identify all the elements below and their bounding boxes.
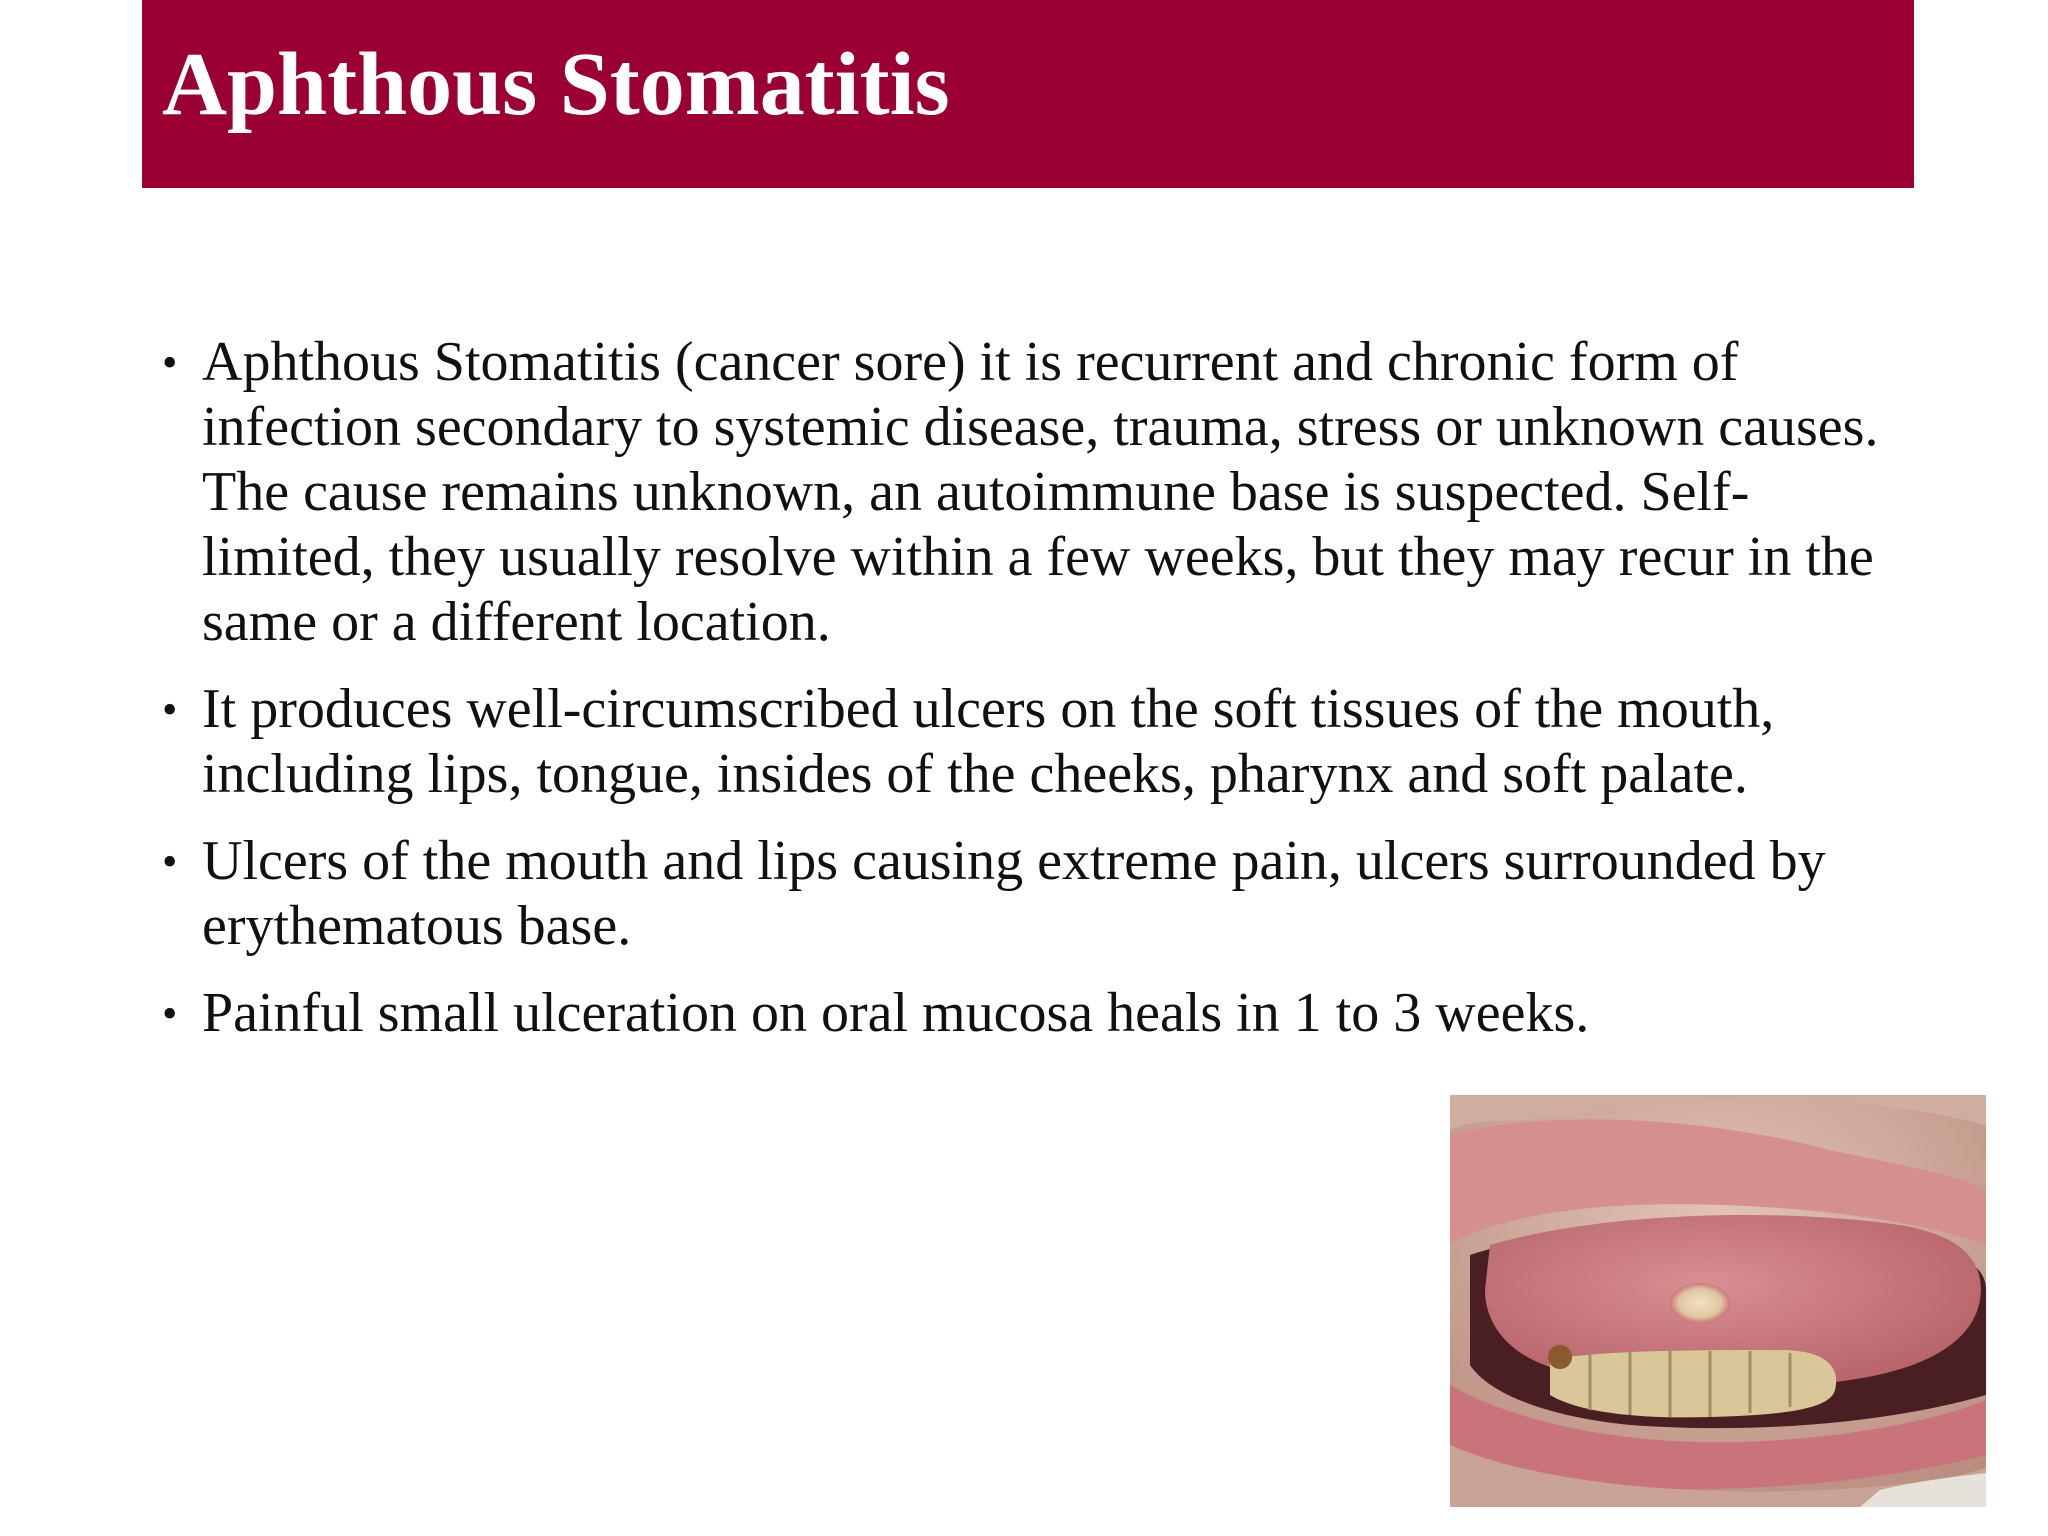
bullet-dot-icon: • [162, 989, 178, 1038]
title-bar [142, 0, 1914, 188]
dark-lesion [1548, 1345, 1572, 1369]
bullet-dot-icon: • [162, 685, 178, 734]
bullet-dot-icon: • [162, 338, 178, 387]
bullet-text: Aphthous Stomatitis (cancer sore) it is recurrent and chronic form of infection secondary to systemic disease, trauma, stress or unknown causes. The cause remains unknown, an autoimmune base is suspected. Self-limited, they usually resolve within a few weeks, but they may recur in the same or a different location. [202, 331, 1879, 653]
bullet-item [160, 677, 1900, 807]
bullet-item [160, 981, 1900, 1046]
lower-teeth [1550, 1350, 1836, 1417]
bullet-dot-icon: • [162, 837, 178, 886]
slide-title: Aphthous Stomatitis [162, 35, 950, 134]
bullet-list [160, 330, 1900, 1068]
bullet-item [160, 330, 1900, 655]
bullet-text: Ulcers of the mouth and lips causing extreme pain, ulcers surrounded by erythematous base. [202, 830, 1826, 957]
bullet-item [160, 829, 1900, 959]
ulcer-lesion [1670, 1283, 1730, 1323]
bullet-text: Painful small ulceration on oral mucosa heals in 1 to 3 weeks. [202, 982, 1590, 1044]
bullet-text: It produces well-circumscribed ulcers on the soft tissues of the mouth, including lips, tongue, insides of the cheeks, pharynx and soft palate. [202, 678, 1775, 805]
mouth-ulcer-photo [1450, 1095, 1986, 1507]
mouth-ulcer-illustration [1450, 1095, 1986, 1507]
